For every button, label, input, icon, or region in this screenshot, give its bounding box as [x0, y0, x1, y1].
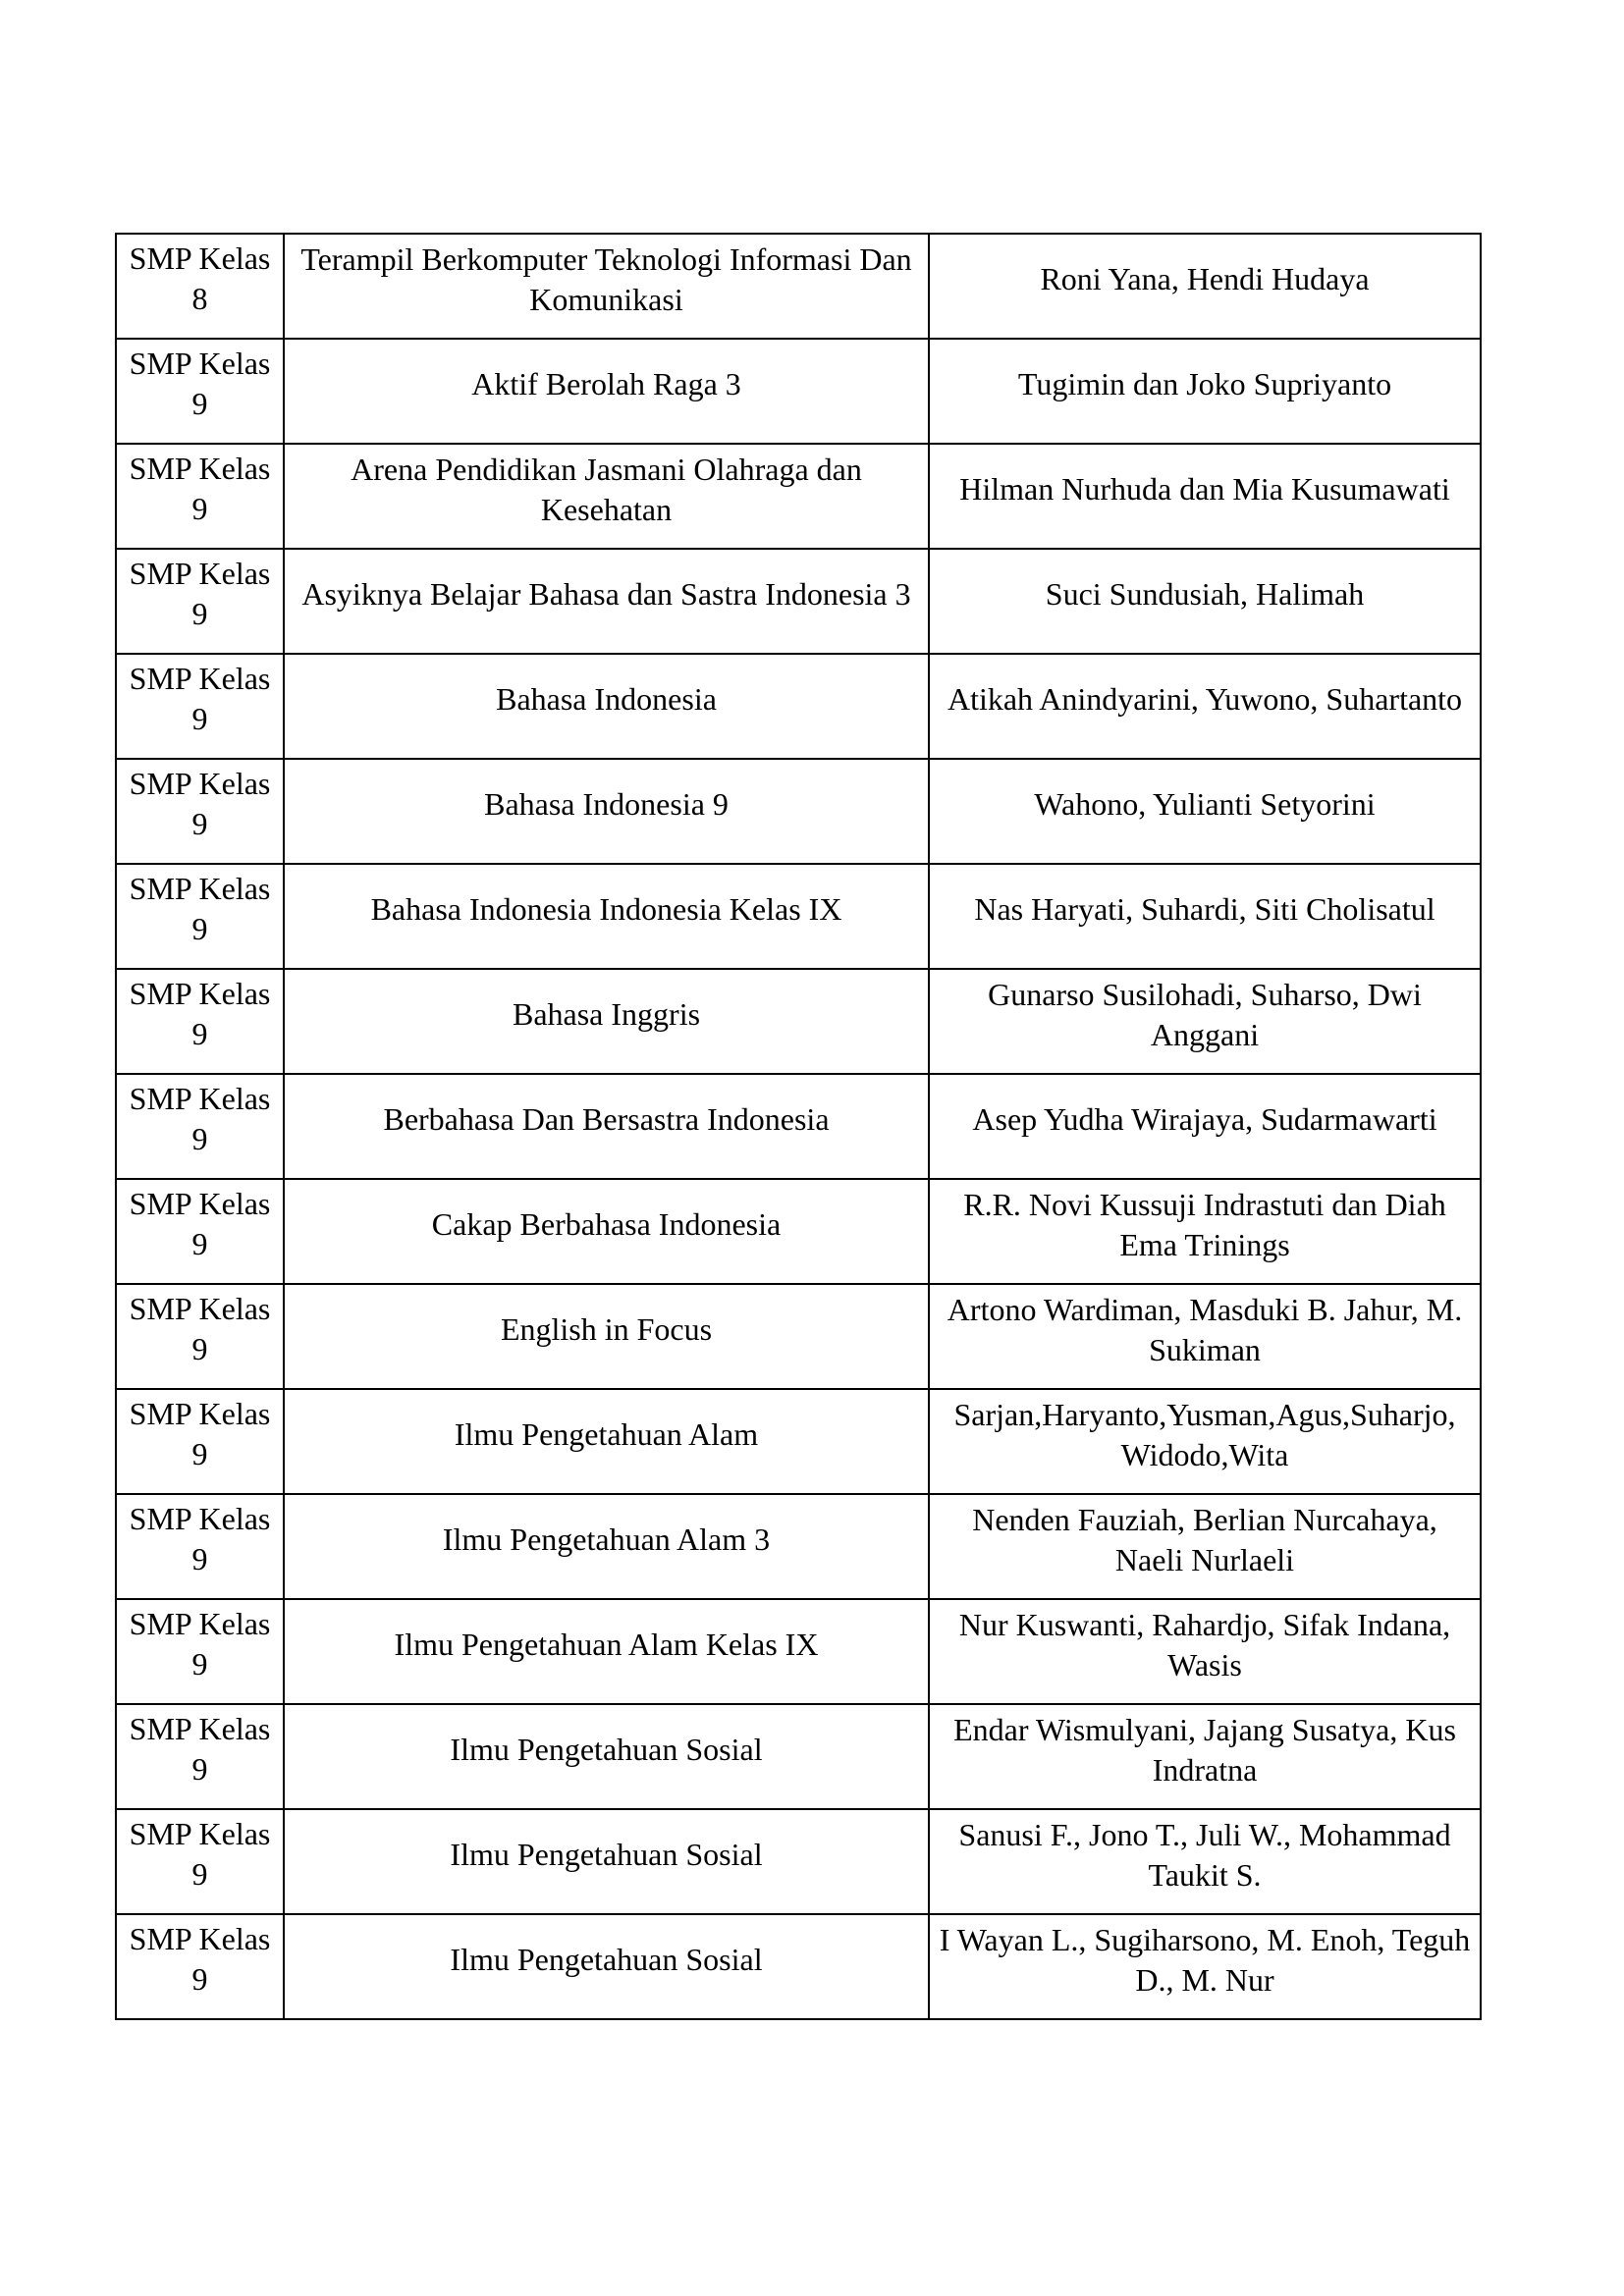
table-body [116, 234, 1481, 2019]
book-list-table [115, 233, 1482, 2020]
cell-class: SMP Kelas 9 [116, 1599, 284, 1704]
table-row [116, 1704, 1481, 1809]
table-row [116, 864, 1481, 969]
cell-class: SMP Kelas 9 [116, 1494, 284, 1599]
cell-title: Cakap Berbahasa Indonesia [284, 1179, 929, 1284]
cell-class: SMP Kelas 9 [116, 654, 284, 759]
cell-authors: Endar Wismulyani, Jajang Susatya, Kus Indratna [929, 1704, 1481, 1809]
cell-title: Aktif Berolah Raga 3 [284, 339, 929, 444]
cell-title: Ilmu Pengetahuan Sosial [284, 1704, 929, 1809]
table-row [116, 549, 1481, 654]
cell-authors: Gunarso Susilohadi, Suharso, Dwi Anggani [929, 969, 1481, 1074]
cell-authors: Wahono, Yulianti Setyorini [929, 759, 1481, 864]
cell-authors: Asep Yudha Wirajaya, Sudarmawarti [929, 1074, 1481, 1179]
cell-class: SMP Kelas 9 [116, 1389, 284, 1494]
cell-class: SMP Kelas 9 [116, 1179, 284, 1284]
cell-authors: Tugimin dan Joko Supriyanto [929, 339, 1481, 444]
table-row [116, 759, 1481, 864]
cell-authors: Nur Kuswanti, Rahardjo, Sifak Indana, Wasis [929, 1599, 1481, 1704]
cell-authors: Roni Yana, Hendi Hudaya [929, 234, 1481, 339]
cell-authors: Sarjan,Haryanto,Yusman,Agus,Suharjo, Widodo,Wita [929, 1389, 1481, 1494]
cell-title: Berbahasa Dan Bersastra Indonesia [284, 1074, 929, 1179]
cell-title: Bahasa Indonesia 9 [284, 759, 929, 864]
cell-title: English in Focus [284, 1284, 929, 1389]
cell-class: SMP Kelas 9 [116, 1914, 284, 2019]
cell-title: Ilmu Pengetahuan Alam [284, 1389, 929, 1494]
cell-class: SMP Kelas 9 [116, 1074, 284, 1179]
cell-class: SMP Kelas 9 [116, 1704, 284, 1809]
table-row [116, 1179, 1481, 1284]
cell-authors: I Wayan L., Sugiharsono, M. Enoh, Teguh D., M. Nur [929, 1914, 1481, 2019]
cell-title: Asyiknya Belajar Bahasa dan Sastra Indonesia 3 [284, 549, 929, 654]
cell-title: Bahasa Indonesia [284, 654, 929, 759]
cell-title: Ilmu Pengetahuan Sosial [284, 1914, 929, 2019]
cell-class: SMP Kelas 9 [116, 444, 284, 549]
cell-authors: Atikah Anindyarini, Yuwono, Suhartanto [929, 654, 1481, 759]
table-row [116, 234, 1481, 339]
cell-title: Arena Pendidikan Jasmani Olahraga dan Kesehatan [284, 444, 929, 549]
cell-class: SMP Kelas 9 [116, 549, 284, 654]
cell-class: SMP Kelas 9 [116, 864, 284, 969]
cell-authors: Sanusi F., Jono T., Juli W., Mohammad Taukit S. [929, 1809, 1481, 1914]
cell-authors: Hilman Nurhuda dan Mia Kusumawati [929, 444, 1481, 549]
cell-title: Ilmu Pengetahuan Alam 3 [284, 1494, 929, 1599]
cell-title: Ilmu Pengetahuan Alam Kelas IX [284, 1599, 929, 1704]
cell-class: SMP Kelas 9 [116, 1809, 284, 1914]
cell-class: SMP Kelas 9 [116, 969, 284, 1074]
cell-authors: Nenden Fauziah, Berlian Nurcahaya, Naeli Nurlaeli [929, 1494, 1481, 1599]
cell-class: SMP Kelas 9 [116, 1284, 284, 1389]
cell-title: Bahasa Inggris [284, 969, 929, 1074]
cell-authors: Artono Wardiman, Masduki B. Jahur, M. Sukiman [929, 1284, 1481, 1389]
cell-authors: Suci Sundusiah, Halimah [929, 549, 1481, 654]
table-row [116, 1914, 1481, 2019]
table-row [116, 1389, 1481, 1494]
table-row [116, 339, 1481, 444]
cell-authors: Nas Haryati, Suhardi, Siti Cholisatul [929, 864, 1481, 969]
table-row [116, 1074, 1481, 1179]
cell-title: Bahasa Indonesia Indonesia Kelas IX [284, 864, 929, 969]
cell-title: Ilmu Pengetahuan Sosial [284, 1809, 929, 1914]
table-row [116, 1599, 1481, 1704]
table-row [116, 1809, 1481, 1914]
cell-authors: R.R. Novi Kussuji Indrastuti dan Diah Ema Trinings [929, 1179, 1481, 1284]
cell-class: SMP Kelas 9 [116, 339, 284, 444]
cell-class: SMP Kelas 8 [116, 234, 284, 339]
table-row [116, 444, 1481, 549]
table-row [116, 654, 1481, 759]
cell-title: Terampil Berkomputer Teknologi Informasi Dan Komunikasi [284, 234, 929, 339]
table-row [116, 1284, 1481, 1389]
table-row [116, 969, 1481, 1074]
table-row [116, 1494, 1481, 1599]
cell-class: SMP Kelas 9 [116, 759, 284, 864]
